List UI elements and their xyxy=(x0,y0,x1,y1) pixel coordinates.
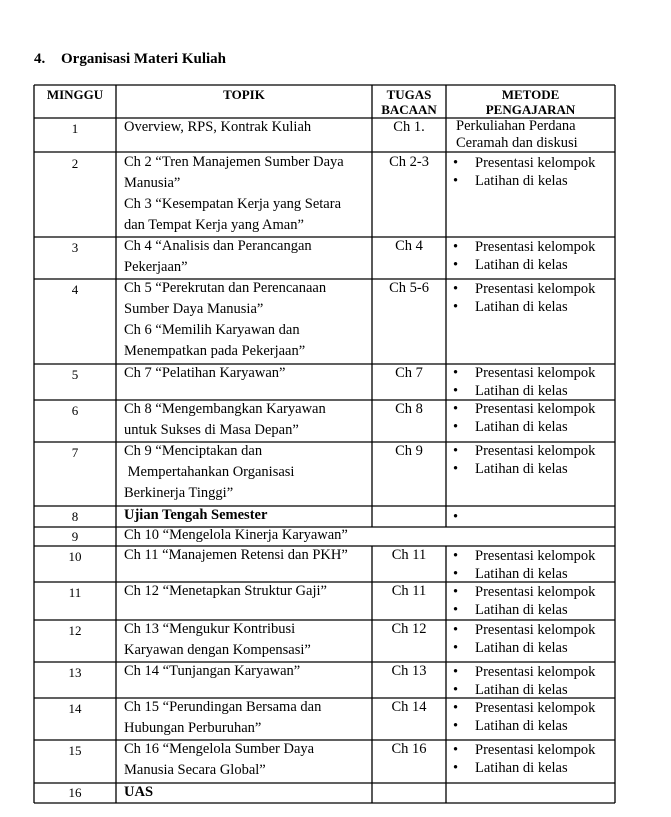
method-label: Presentasi kelompok xyxy=(475,742,596,758)
topic-line: UAS xyxy=(124,784,154,800)
method-item xyxy=(453,565,568,583)
bullet-icon: • xyxy=(453,760,459,776)
week-cell: 1 xyxy=(71,121,79,136)
topic-line: Berkinerja Tinggi” xyxy=(124,485,234,501)
method-line: Ceramah dan diskusi xyxy=(456,135,578,151)
method-label: Latihan di kelas xyxy=(475,760,568,776)
topic-line: Karyawan dengan Kompensasi” xyxy=(124,642,311,658)
week-cell: 13 xyxy=(68,665,82,680)
method-label: Latihan di kelas xyxy=(475,383,568,399)
method-label: Latihan di kelas xyxy=(475,173,568,189)
reading-cell: Ch 14 xyxy=(391,699,427,715)
week-cell: 3 xyxy=(71,240,79,255)
method-item xyxy=(453,583,595,601)
week-cell: 7 xyxy=(71,445,79,460)
section-title: Organisasi Materi Kuliah xyxy=(61,51,226,67)
topic-line: Ch 5 “Perekrutan dan Perencanaan xyxy=(124,280,327,296)
topic-line: Ch 13 “Mengukur Kontribusi xyxy=(124,621,296,637)
week-cell: 4 xyxy=(71,282,79,297)
method-item xyxy=(453,364,595,382)
method-item xyxy=(453,442,595,460)
bullet-icon: • xyxy=(453,718,459,734)
header-reading-line1: TUGAS xyxy=(386,87,432,102)
method-label: Latihan di kelas xyxy=(475,718,568,734)
method-item xyxy=(453,547,595,565)
method-item xyxy=(453,154,595,172)
method-item xyxy=(453,382,568,400)
topic-line: Ujian Tengah Semester xyxy=(124,507,268,523)
method-label: Presentasi kelompok xyxy=(475,584,596,600)
method-item xyxy=(453,172,568,190)
topic-line: Ch 10 “Mengelola Kinerja Karyawan” xyxy=(124,527,348,543)
method-item xyxy=(453,400,595,418)
topic-line: Overview, RPS, Kontrak Kuliah xyxy=(124,119,312,135)
method-label: Presentasi kelompok xyxy=(475,365,596,381)
bullet-icon: • xyxy=(453,682,459,698)
week-cell: 12 xyxy=(68,623,82,638)
bullet-icon: • xyxy=(453,443,459,459)
topic-line: Ch 7 “Pelatihan Karyawan” xyxy=(124,365,286,381)
header-method xyxy=(446,87,615,117)
topic-line: Ch 11 “Manajemen Retensi dan PKH” xyxy=(124,547,348,563)
method-label: Latihan di kelas xyxy=(475,640,568,656)
topic-line: dan Tempat Kerja yang Aman” xyxy=(124,217,304,233)
method-label: Latihan di kelas xyxy=(475,461,568,477)
bullet-icon: • xyxy=(453,566,459,582)
bullet-icon: • xyxy=(453,664,459,680)
bullet-icon: • xyxy=(453,742,459,758)
bullet-icon: • xyxy=(453,281,459,297)
header-reading xyxy=(372,87,446,117)
topic-line: Ch 6 “Memilih Karyawan dan xyxy=(124,322,300,338)
header-reading-line2: BACAAN xyxy=(381,102,437,117)
method-label: Latihan di kelas xyxy=(475,566,568,582)
method-label: Latihan di kelas xyxy=(475,299,568,315)
method-label: Latihan di kelas xyxy=(475,602,568,618)
reading-cell: Ch 13 xyxy=(391,663,427,679)
bullet-icon: • xyxy=(453,419,459,435)
topic-line: Menempatkan pada Pekerjaan” xyxy=(124,343,306,359)
reading-cell: Ch 11 xyxy=(391,547,427,563)
bullet-icon: • xyxy=(453,383,459,399)
reading-cell: Ch 7 xyxy=(395,365,423,381)
topic-line: Ch 14 “Tunjangan Karyawan” xyxy=(124,663,301,679)
topic-line: untuk Sukses di Masa Depan” xyxy=(124,422,299,438)
topic-line: Mempertahankan Organisasi xyxy=(124,464,295,480)
method-label: Presentasi kelompok xyxy=(475,155,596,171)
method-item xyxy=(453,298,568,316)
method-item xyxy=(453,256,568,274)
method-item xyxy=(453,639,568,657)
method-item xyxy=(453,741,595,759)
bullet-icon: • xyxy=(453,622,459,638)
bullet-icon: • xyxy=(453,365,459,381)
method-item xyxy=(453,601,568,619)
method-label: Latihan di kelas xyxy=(475,682,568,698)
bullet-icon: • xyxy=(453,509,459,525)
week-cell: 16 xyxy=(68,785,82,800)
reading-cell: Ch 1. xyxy=(393,119,425,135)
method-item xyxy=(453,238,595,256)
method-label: Presentasi kelompok xyxy=(475,239,596,255)
header-method-line2: PENGAJARAN xyxy=(485,102,576,117)
reading-cell: Ch 4 xyxy=(395,238,423,254)
method-label: Latihan di kelas xyxy=(475,257,568,273)
reading-cell: Ch 11 xyxy=(391,583,427,599)
method-item xyxy=(453,681,568,699)
week-cell: 6 xyxy=(71,403,79,418)
topic-line: Ch 9 “Menciptakan dan xyxy=(124,443,263,459)
topic-line: Manusia Secara Global” xyxy=(124,762,266,778)
topic-line: Hubungan Perburuhan” xyxy=(124,720,262,736)
topic-line: Ch 12 “Menetapkan Struktur Gaji” xyxy=(124,583,327,599)
method-label: Presentasi kelompok xyxy=(475,664,596,680)
reading-cell: Ch 9 xyxy=(395,443,423,459)
week-cell: 9 xyxy=(71,529,79,544)
method-label: Presentasi kelompok xyxy=(475,700,596,716)
method-label: Presentasi kelompok xyxy=(475,281,596,297)
week-cell: 5 xyxy=(71,367,79,382)
header-method-line1: METODE xyxy=(501,87,560,102)
reading-cell: Ch 8 xyxy=(395,401,423,417)
bullet-icon: • xyxy=(453,640,459,656)
method-label: Presentasi kelompok xyxy=(475,401,596,417)
topic-line: Ch 2 “Tren Manajemen Sumber Daya xyxy=(124,154,344,170)
reading-cell: Ch 12 xyxy=(391,621,427,637)
bullet-icon: • xyxy=(453,548,459,564)
topic-line: Manusia” xyxy=(124,175,181,191)
method-item xyxy=(453,508,475,526)
method-label: Presentasi kelompok xyxy=(475,548,596,564)
topic-line: Ch 4 “Analisis dan Perancangan xyxy=(124,238,312,254)
method-item xyxy=(453,621,595,639)
topic-line: Ch 15 “Perundingan Bersama dan xyxy=(124,699,322,715)
topic-line: Sumber Daya Manusia” xyxy=(124,301,264,317)
method-item xyxy=(453,418,568,436)
week-cell: 2 xyxy=(71,156,79,171)
section-number: 4. xyxy=(34,51,46,67)
topic-line: Pekerjaan” xyxy=(124,259,188,275)
section-heading xyxy=(34,51,226,68)
bullet-icon: • xyxy=(453,700,459,716)
method-item xyxy=(453,663,595,681)
method-item xyxy=(453,717,568,735)
bullet-icon: • xyxy=(453,239,459,255)
method-item xyxy=(453,699,595,717)
week-cell: 14 xyxy=(68,701,82,716)
method-label: Presentasi kelompok xyxy=(475,622,596,638)
week-cell: 15 xyxy=(68,743,82,758)
bullet-icon: • xyxy=(453,584,459,600)
method-item xyxy=(453,280,595,298)
week-cell: 8 xyxy=(71,509,79,524)
bullet-icon: • xyxy=(453,173,459,189)
topic-line: Ch 3 “Kesempatan Kerja yang Setara xyxy=(124,196,342,212)
week-cell: 11 xyxy=(68,585,82,600)
method-line: Perkuliahan Perdana xyxy=(456,118,576,134)
bullet-icon: • xyxy=(453,401,459,417)
bullet-icon: • xyxy=(453,602,459,618)
header-week: MINGGU xyxy=(46,87,104,102)
method-label: Presentasi kelompok xyxy=(475,443,596,459)
bullet-icon: • xyxy=(453,461,459,477)
reading-cell: Ch 16 xyxy=(391,741,427,757)
bullet-icon: • xyxy=(453,299,459,315)
topic-line: Ch 16 “Mengelola Sumber Daya xyxy=(124,741,315,757)
reading-cell: Ch 5-6 xyxy=(389,280,429,296)
topic-line: Ch 8 “Mengembangkan Karyawan xyxy=(124,401,326,417)
bullet-icon: • xyxy=(453,257,459,273)
method-item xyxy=(453,759,568,777)
method-label: Latihan di kelas xyxy=(475,419,568,435)
method-item xyxy=(453,460,568,478)
week-cell: 10 xyxy=(68,549,82,564)
bullet-icon: • xyxy=(453,155,459,171)
header-topic: TOPIK xyxy=(223,87,265,102)
reading-cell: Ch 2-3 xyxy=(389,154,429,170)
